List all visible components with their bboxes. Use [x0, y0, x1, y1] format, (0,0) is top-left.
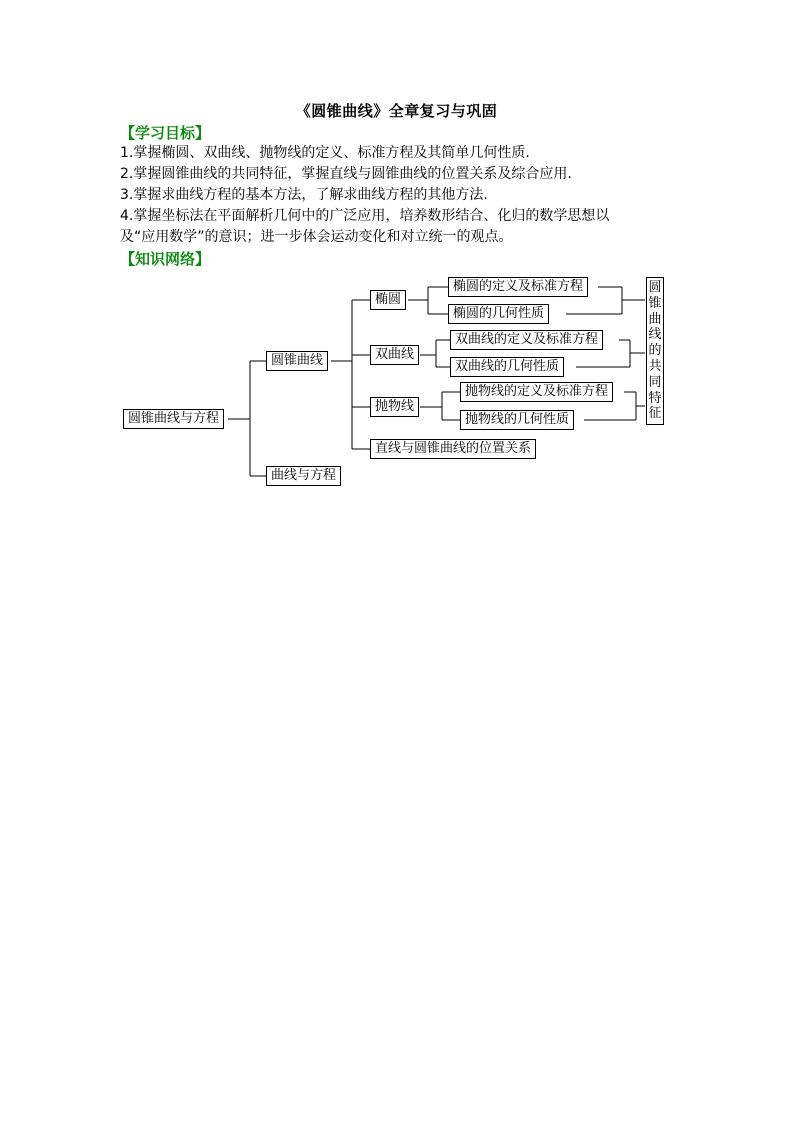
goal-item-4: 4.掌握坐标法在平面解析几何中的广泛应用，培养数形结合、化归的数学思想以 — [120, 208, 610, 224]
node-hyperbola: 双曲线 — [370, 345, 419, 365]
node-conic-curves: 圆锥曲线 — [266, 351, 328, 371]
node-parabola-definition: 抛物线的定义及标准方程 — [460, 382, 613, 402]
node-parabola-properties: 抛物线的几何性质 — [460, 410, 574, 430]
goal-item-1: 1.掌握椭圆、双曲线、抛物线的定义、标准方程及其简单几何性质. — [120, 145, 530, 161]
node-parabola: 抛物线 — [370, 397, 419, 417]
node-hyperbola-definition: 双曲线的定义及标准方程 — [450, 330, 603, 350]
node-root: 圆锥曲线与方程 — [123, 409, 224, 429]
section-learning-goals: 【学习目标】 — [120, 124, 211, 142]
node-hyperbola-properties: 双曲线的几何性质 — [450, 357, 564, 377]
section-knowledge-network: 【知识网络】 — [120, 250, 211, 268]
node-ellipse-definition: 椭圆的定义及标准方程 — [448, 277, 588, 297]
document-title: 《圆锥曲线》全章复习与巩固 — [295, 102, 498, 120]
node-ellipse-properties: 椭圆的几何性质 — [448, 304, 549, 324]
node-ellipse: 椭圆 — [370, 290, 406, 310]
node-common-feature: 圆锥曲线的共同特征 — [646, 277, 664, 425]
node-line-relation: 直线与圆锥曲线的位置关系 — [370, 439, 536, 459]
goal-item-4-cont: 及“应用数学”的意识；进一步体会运动变化和对立统一的观点。 — [120, 229, 513, 245]
goal-item-3: 3.掌握求曲线方程的基本方法，了解求曲线方程的其他方法. — [120, 187, 488, 203]
goal-item-2: 2.掌握圆锥曲线的共同特征，掌握直线与圆锥曲线的位置关系及综合应用. — [120, 166, 572, 182]
node-curve-equation: 曲线与方程 — [266, 466, 341, 486]
